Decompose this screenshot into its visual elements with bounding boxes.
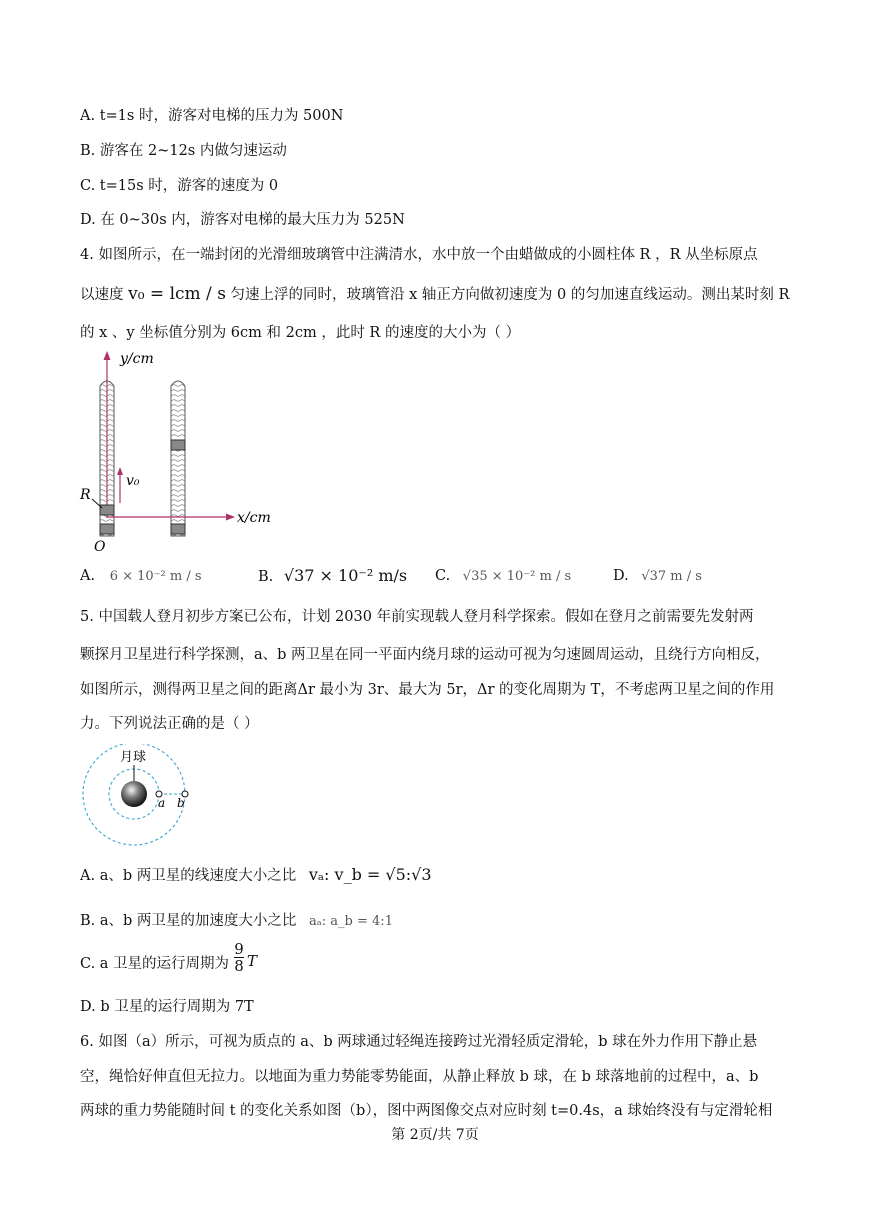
q3-option-a: A. t=1s 时，游客对电梯的压力为 500N bbox=[80, 108, 344, 124]
page-footer: 第 2页/共 7页 bbox=[391, 1127, 479, 1143]
q4-y-axis-arrow bbox=[104, 351, 111, 360]
q4-r-label: R bbox=[80, 487, 91, 503]
q4-stem-line2-a: 以速度 bbox=[80, 287, 129, 303]
q6-stem-line1: 6. 如图（a）所示，可视为质点的 a、b 两球通过轻绳连接跨过光滑轻质定滑轮，b 球在外力作用下静止悬 bbox=[80, 1034, 758, 1050]
q5-fraction-denominator: 8 bbox=[234, 957, 244, 975]
q6-stem-line2: 空，绳恰好伸直但无拉力。以地面为重力势能零势能面，从静止释放 b 球，在 b 球落地前的过程中，a、b bbox=[80, 1069, 759, 1085]
q4-v0-expression: v₀ = lcm / s bbox=[128, 284, 226, 304]
q4-v0-label: v₀ bbox=[126, 473, 140, 489]
q5-stem-line4: 力。下列说法正确的是（ ） bbox=[80, 716, 259, 732]
q5-option-c-fraction bbox=[234, 941, 244, 974]
q5-option-a bbox=[80, 864, 432, 885]
q4-tube-right bbox=[171, 381, 185, 536]
q5-option-c-label: C. a 卫星的运行周期为 bbox=[80, 956, 230, 972]
q4-option-a-label: A. bbox=[80, 568, 96, 584]
q5-fraction-numerator: 9 bbox=[234, 940, 244, 958]
q4-x-label: x/cm bbox=[237, 510, 271, 526]
q5-orbit-figure bbox=[80, 744, 196, 848]
q4-option-d-label: D. bbox=[613, 568, 629, 584]
q4-option-b-value: √37 × 10⁻² m/s bbox=[283, 566, 408, 585]
q4-wax-block-r bbox=[100, 505, 114, 515]
q6-stem-line3: 两球的重力势能随时间 t 的变化关系如图（b），图中两图像交点对应时刻 t=0.4s，a 球始终没有与定滑轮相 bbox=[80, 1103, 773, 1119]
q5-b-label: b bbox=[177, 796, 185, 810]
q4-option-c-label: C. bbox=[435, 568, 451, 584]
q4-option-b bbox=[258, 566, 407, 585]
q4-stem-line2 bbox=[80, 283, 789, 304]
q5-moon bbox=[121, 781, 147, 807]
q5-option-b-value: aₐ: a_b = 4:1 bbox=[309, 914, 393, 929]
q5-option-b bbox=[80, 909, 393, 930]
q4-stem-line1: 4. 如图所示，在一端封闭的光滑细玻璃管中注满清水，水中放一个由蜡做成的小圆柱体 R ，R 从坐标原点 bbox=[80, 247, 758, 263]
q5-stem-line3: 如图所示，测得两卫星之间的距离Δr 最小为 3r、最大为 5r，Δr 的变化周期为 T，不考虑两卫星之间的作用 bbox=[80, 682, 775, 698]
q4-x-axis-arrow bbox=[226, 514, 235, 521]
q4-option-b-label: B. bbox=[258, 569, 274, 585]
q5-option-a-label: A. a、b 两卫星的线速度大小之比 bbox=[80, 868, 297, 884]
q4-tube-left-base bbox=[100, 524, 114, 534]
q4-option-c bbox=[435, 568, 571, 584]
q4-stem-line2-b: 匀速上浮的同时，玻璃管沿 x 轴正方向做初速度为 0 的匀加速直线运动。测出某时刻 R bbox=[225, 287, 790, 303]
q4-tube-figure bbox=[76, 348, 286, 556]
q4-stem-line3: 的 x 、y 坐标值分别为 6cm 和 2cm ，此时 R 的速度的大小为（ ） bbox=[80, 325, 521, 341]
q5-moon-label: 月球 bbox=[120, 750, 147, 765]
q4-tube-right-base bbox=[171, 524, 185, 534]
q4-origin-label: O bbox=[94, 539, 106, 555]
q5-option-d: D. b 卫星的运行周期为 7T bbox=[80, 999, 254, 1015]
q5-option-b-label: B. a、b 两卫星的加速度大小之比 bbox=[80, 913, 297, 929]
q5-stem-line1: 5. 中国载人登月初步方案已公布，计划 2030 年前实现载人登月科学探索。假如在登月之前需要先发射两 bbox=[80, 609, 754, 625]
q5-a-label: a bbox=[158, 796, 166, 810]
q3-option-b: B. 游客在 2~12s 内做匀速运动 bbox=[80, 143, 287, 159]
q4-y-label: y/cm bbox=[120, 351, 154, 367]
q4-option-a bbox=[80, 568, 202, 584]
q4-option-d-value: √37 m / s bbox=[641, 569, 702, 584]
q4-option-c-value: √35 × 10⁻² m / s bbox=[462, 569, 572, 584]
q4-option-a-value: 6 × 10⁻² m / s bbox=[109, 569, 202, 584]
q4-option-d bbox=[613, 568, 702, 584]
q3-option-c: C. t=15s 时，游客的速度为 0 bbox=[80, 178, 279, 194]
q4-wax-block-moved bbox=[171, 440, 185, 450]
q3-option-d: D. 在 0~30s 内，游客对电梯的最大压力为 525N bbox=[80, 212, 405, 228]
q5-stem-line2: 颗探月卫星进行科学探测，a、b 两卫星在同一平面内绕月球的运动可视为匀速圆周运动，且绕行方向相反， bbox=[80, 647, 770, 663]
q5-option-c bbox=[80, 952, 229, 973]
q5-option-c-t: T bbox=[247, 952, 258, 970]
q5-option-a-value: vₐ: v_b = √5:√3 bbox=[308, 865, 432, 884]
